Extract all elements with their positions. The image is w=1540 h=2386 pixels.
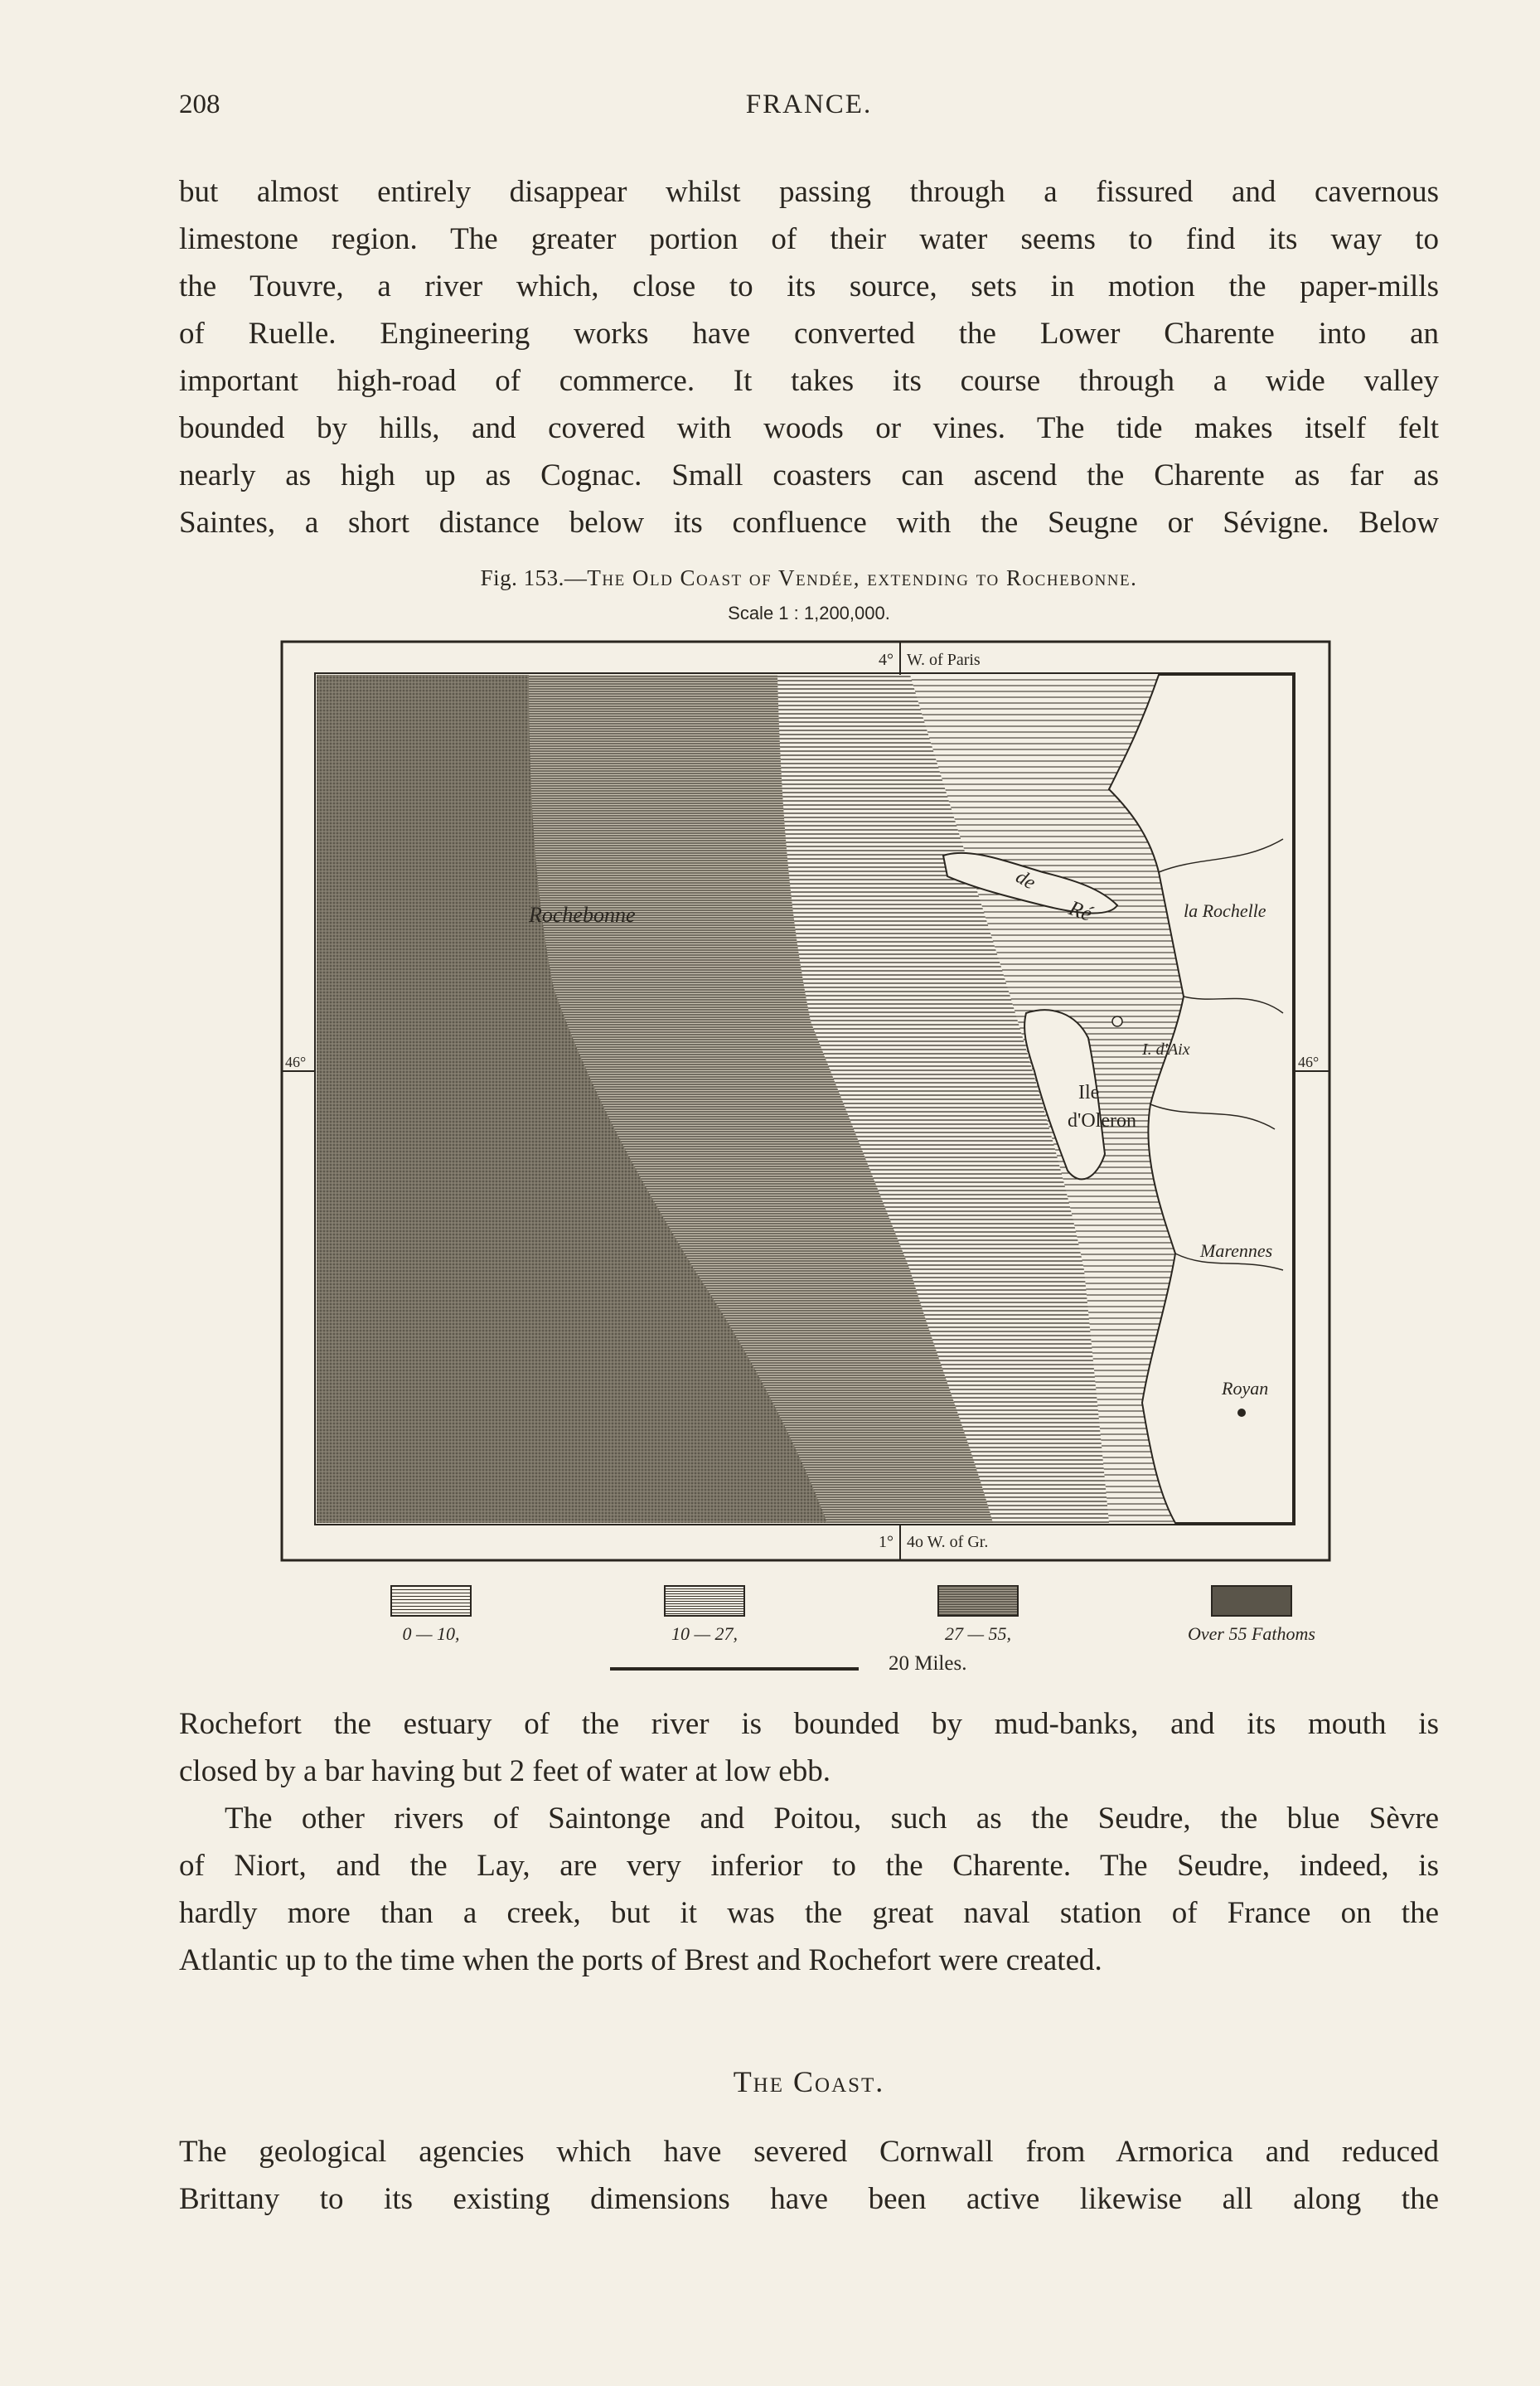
- paragraph-coast: [179, 2128, 1439, 2223]
- map-label-left-lat: 46°: [285, 1054, 307, 1070]
- running-head: [179, 90, 1439, 131]
- legend-swatch: [390, 1585, 472, 1617]
- scale-bar-label: 20 Miles.: [889, 1652, 967, 1675]
- map-figure: [280, 640, 1331, 1562]
- paragraph-top: [179, 168, 1439, 546]
- scale-bar: [610, 1667, 859, 1671]
- running-title: FRANCE.: [745, 90, 873, 119]
- section-heading: The Coast.: [733, 2065, 885, 2098]
- legend-label: 10 — 27,: [671, 1623, 739, 1644]
- legend-swatch: [937, 1585, 1019, 1617]
- text-line: Saintes, a short distance below its confluence with the Seugne or Sévigne. Below: [179, 506, 1439, 540]
- figure-caption: [179, 565, 1439, 591]
- legend-item: [895, 1585, 1061, 1645]
- map-label-d-oleron: d'Oleron: [1068, 1110, 1136, 1132]
- map-label-rochebonne: Rochebonne: [529, 903, 636, 927]
- legend-swatch: [1211, 1585, 1292, 1617]
- ile-d-aix: [1112, 1016, 1122, 1026]
- map-label-royan: Royan: [1222, 1378, 1269, 1399]
- map-label-re: Ré: [1065, 895, 1096, 927]
- map-label-bottom-right: 4o W. of Gr.: [907, 1533, 989, 1551]
- text-line: important high-road of commerce. It takes its course through a wide valley: [179, 364, 1439, 398]
- text-line: nearly as high up as Cognac. Small coasters can ascend the Charente as far as: [179, 458, 1439, 492]
- text-line: The other rivers of Saintonge and Poitou, such as the Seudre, the blue Sèvre: [225, 1802, 1439, 1836]
- text-line: the Touvre, a river which, close to its source, sets in motion the paper-mills: [179, 269, 1439, 303]
- text-line: of Niort, and the Lay, are very inferior to the Charente. The Seudre, indeed, is: [179, 1849, 1439, 1883]
- map-label-top-right: W. of Paris: [907, 651, 981, 669]
- map-label-i-d-aix: I. d'Aix: [1142, 1040, 1190, 1059]
- map-label-ile: Ile: [1078, 1082, 1100, 1103]
- paragraph-rivers: [179, 1795, 1439, 1984]
- legend-item: [1136, 1585, 1368, 1645]
- legend-swatch: [664, 1585, 745, 1617]
- figure-title: The Old Coast of Vendée, extending to Rochebonne.: [587, 565, 1138, 590]
- legend-item: [348, 1585, 514, 1645]
- text-line: but almost entirely disappear whilst passing through a fissured and cavernous: [179, 175, 1439, 209]
- text-line: Atlantic up to the time when the ports of Brest and Rochefort were created.: [179, 1943, 1102, 1977]
- figure-label: Fig. 153.—: [480, 565, 588, 590]
- map-label-de: de: [1012, 866, 1039, 895]
- text-line: hardly more than a creek, but it was the great naval station of France on the: [179, 1896, 1439, 1930]
- legend-label: 0 — 10,: [402, 1623, 460, 1644]
- legend-label: Over 55 Fathoms: [1188, 1623, 1315, 1644]
- map-label-marennes: Marennes: [1200, 1240, 1273, 1261]
- text-line: Brittany to its existing dimensions have been active likewise all along the: [179, 2182, 1439, 2216]
- royan-marker: [1237, 1409, 1246, 1417]
- page-number: 208: [179, 90, 220, 119]
- text-line: of Ruelle. Engineering works have converted the Lower Charente into an: [179, 317, 1439, 351]
- map-label-right-lat: 46°: [1298, 1054, 1320, 1070]
- text-line: bounded by hills, and covered with woods or vines. The tide makes itself felt: [179, 411, 1439, 445]
- figure-scale: Scale 1 : 1,200,000.: [728, 603, 890, 623]
- text-line: The geological agencies which have severed Cornwall from Armorica and reduced: [179, 2135, 1439, 2169]
- map-label-top-left: 4°: [879, 651, 893, 669]
- map-label-la-rochelle: la Rochelle: [1184, 900, 1266, 921]
- paragraph-after-figure: [179, 1700, 1439, 1795]
- text-line: limestone region. The greater portion of their water seems to find its way to: [179, 222, 1439, 256]
- legend-label: 27 — 55,: [944, 1623, 1012, 1644]
- text-line: closed by a bar having but 2 feet of water at low ebb.: [179, 1754, 831, 1788]
- map-label-bottom-left: 1°: [879, 1533, 893, 1551]
- text-line: Rochefort the estuary of the river is bounded by mud-banks, and its mouth is: [179, 1707, 1439, 1741]
- legend-item: [622, 1585, 787, 1645]
